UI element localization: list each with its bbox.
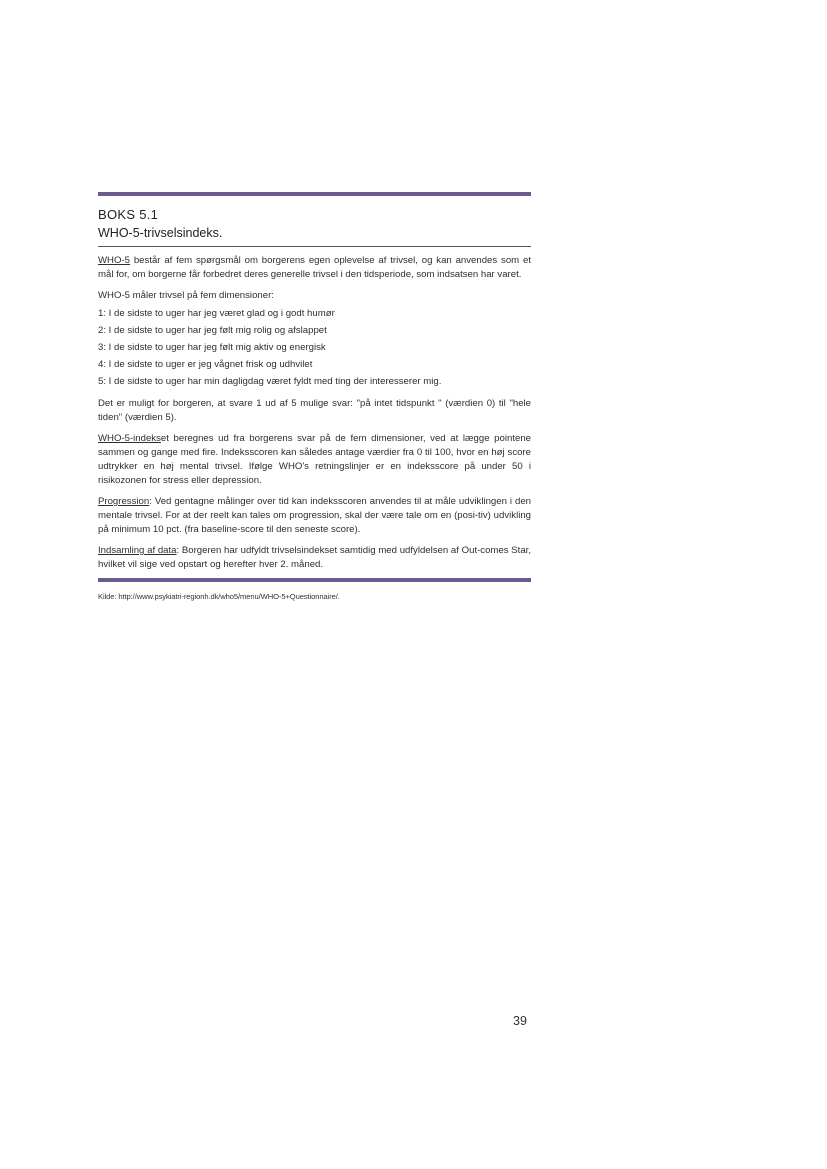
dimensions-heading: WHO-5 måler trivsel på fem dimensioner:: [98, 290, 274, 301]
progression-term: Progression: [98, 496, 150, 507]
top-accent-bar: [98, 192, 531, 196]
index-text: et beregnes ud fra borgerens svar på de fem dimensioner, ved at lægge pointene sammen og gange med fire. Indeksscoren kan således antage værdier fra 0 til 100, hvor en høj score udtrykker en høj mental trivsel. Ifølge WHO's retningslinjer er en indeksscore på under 50 i risikozonen for stress eller depression.: [98, 433, 531, 486]
intro-paragraph: [98, 254, 531, 282]
data-collection-text: : Borgeren har udfyldt trivselsindekset samtidig med udfyldelsen af Out-comes Star, hvilket vil sige ved opstart og herefter hver 2. måned.: [98, 545, 531, 570]
page-number: 39: [513, 1014, 527, 1028]
index-term: WHO-5-indeks: [98, 433, 161, 444]
dimension-item: 5: I de sidste to uger har min dagligdag været fyldt med ting der interesserer mig.: [98, 376, 442, 387]
index-paragraph: [98, 432, 531, 488]
text-box: [98, 192, 531, 601]
dimensions-list: [98, 305, 531, 390]
intro-text: består af fem spørgsmål om borgerens egen oplevelse af trivsel, og kan anvendes som et mål for, om borgerne får forbedret deres generelle trivsel i den tidsperiode, som indsatsen har varet.: [98, 255, 531, 280]
progression-text: : Ved gentagne målinger over tid kan indeksscoren anvendes til at måle udviklingen i den mentale trivsel. For at der reelt kan tales om progression, skal der være tale om en (posi-tiv) udvikling på minimum 10 pct. (fra baseline-score til den seneste score).: [98, 496, 531, 535]
answers-paragraph: Det er muligt for borgeren, at svare 1 ud af 5 mulige svar: "på intet tidspunkt " (værdien 0) til "hele tiden" (værdien 5).: [98, 398, 531, 423]
box-label: BOKS 5.1: [98, 207, 159, 222]
dimension-item: 1: I de sidste to uger har jeg været glad og i godt humør: [98, 308, 335, 319]
bottom-accent-bar: [98, 578, 531, 582]
box-title: WHO-5-trivselsindeks.: [98, 226, 223, 240]
dimension-item: 2: I de sidste to uger har jeg følt mig rolig og afslappet: [98, 325, 327, 336]
source-note: Kilde: http://www.psykiatri-regionh.dk/who5/menu/WHO-5+Questionnaire/.: [98, 592, 340, 601]
title-divider: [98, 246, 531, 247]
box-content: [98, 254, 531, 572]
dimension-item: 3: I de sidste to uger har jeg følt mig aktiv og energisk: [98, 342, 326, 353]
data-collection-term: Indsamling af data: [98, 545, 177, 556]
progression-paragraph: [98, 495, 531, 537]
data-collection-paragraph: [98, 544, 531, 572]
dimension-item: 4: I de sidste to uger er jeg vågnet frisk og udhvilet: [98, 359, 313, 370]
intro-term: WHO-5: [98, 255, 130, 266]
